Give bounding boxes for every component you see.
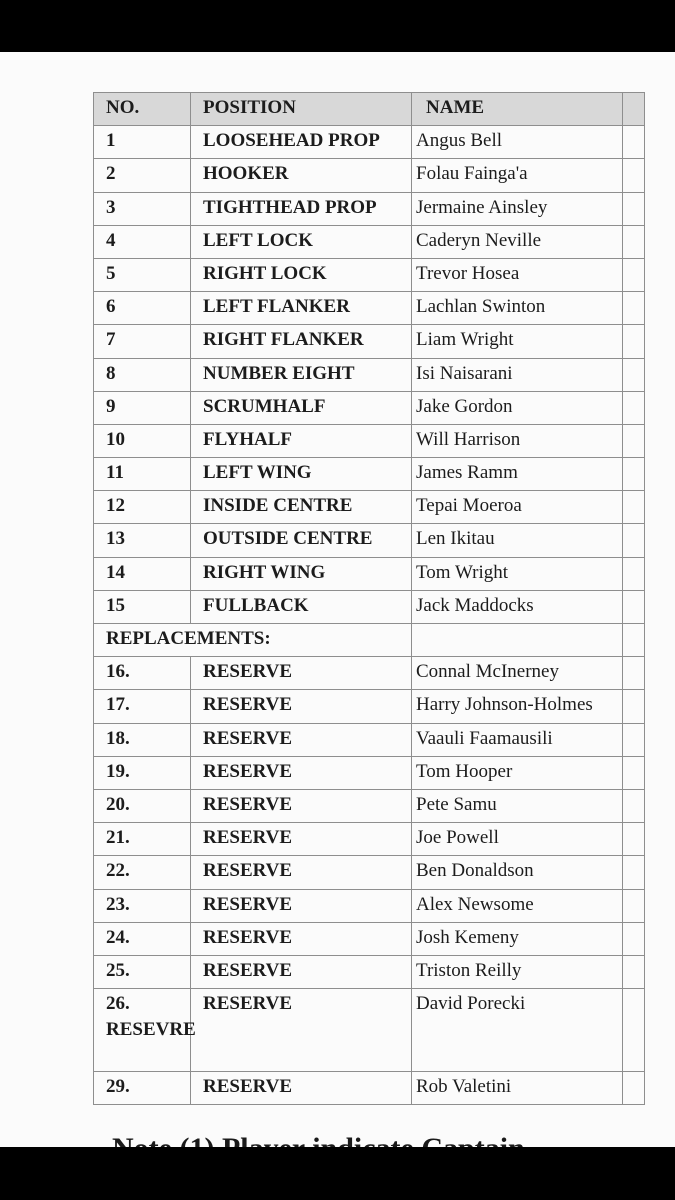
blank-cell: [623, 889, 645, 922]
player-number: 19.: [94, 756, 191, 789]
player-number: 22.: [94, 856, 191, 889]
player-position: INSIDE CENTRE: [191, 491, 412, 524]
player-position: RESERVE: [191, 955, 412, 988]
player-number: 26. RESEVRE: [94, 989, 191, 1072]
table-row: [94, 424, 645, 457]
table-row: [94, 524, 645, 557]
table-row: [94, 491, 645, 524]
table-row: [94, 192, 645, 225]
table-row: [94, 159, 645, 192]
player-name: James Ramm: [412, 458, 623, 491]
player-position: RESERVE: [191, 1072, 412, 1105]
table-row: [94, 955, 645, 988]
player-number: 8: [94, 358, 191, 391]
blank-cell: [623, 922, 645, 955]
player-number: 3: [94, 192, 191, 225]
player-name: Josh Kemeny: [412, 922, 623, 955]
table-row: [94, 922, 645, 955]
table-row: [94, 358, 645, 391]
player-name: Ben Donaldson: [412, 856, 623, 889]
blank-cell: [623, 325, 645, 358]
blank-cell: [623, 723, 645, 756]
blank-cell: [623, 192, 645, 225]
player-number: 9: [94, 391, 191, 424]
table-header-row: [94, 93, 645, 126]
blank-cell: [623, 491, 645, 524]
player-position: RIGHT FLANKER: [191, 325, 412, 358]
player-number: 21.: [94, 823, 191, 856]
player-position: NUMBER EIGHT: [191, 358, 412, 391]
blank-cell: [623, 989, 645, 1072]
player-number: 13: [94, 524, 191, 557]
player-number: 5: [94, 258, 191, 291]
player-position: FLYHALF: [191, 424, 412, 457]
player-name: Jake Gordon: [412, 391, 623, 424]
bottom-bar: [0, 1147, 675, 1200]
blank-cell: [623, 358, 645, 391]
player-position: RESERVE: [191, 889, 412, 922]
player-number: 7: [94, 325, 191, 358]
blank-cell: [623, 590, 645, 623]
player-position: HOOKER: [191, 159, 412, 192]
player-number: 11: [94, 458, 191, 491]
table-row: [94, 325, 645, 358]
header-name: NAME: [412, 93, 623, 126]
table-row: [94, 590, 645, 623]
player-number: 4: [94, 225, 191, 258]
player-number: 6: [94, 292, 191, 325]
player-name: David Porecki: [412, 989, 623, 1072]
player-name: Tom Hooper: [412, 756, 623, 789]
player-position: RESERVE: [191, 823, 412, 856]
table-row: [94, 1072, 645, 1105]
player-position: RESERVE: [191, 856, 412, 889]
blank-cell: [623, 424, 645, 457]
player-name: Jack Maddocks: [412, 590, 623, 623]
player-number: 10: [94, 424, 191, 457]
table-row: [94, 458, 645, 491]
blank-cell: [623, 856, 645, 889]
player-name: Trevor Hosea: [412, 258, 623, 291]
table-row: [94, 657, 645, 690]
table-row: [94, 823, 645, 856]
table-row: [94, 391, 645, 424]
player-name: Joe Powell: [412, 823, 623, 856]
player-number: 1: [94, 126, 191, 159]
blank-cell: [623, 955, 645, 988]
blank-cell: [623, 159, 645, 192]
player-name: Tepai Moeroa: [412, 491, 623, 524]
player-name: Jermaine Ainsley: [412, 192, 623, 225]
player-name: Alex Newsome: [412, 889, 623, 922]
player-name: Isi Naisarani: [412, 358, 623, 391]
document-page: [0, 52, 675, 1147]
player-number: 16.: [94, 657, 191, 690]
table-row: [94, 756, 645, 789]
player-position: RESERVE: [191, 657, 412, 690]
table-row: [94, 258, 645, 291]
player-position: RESERVE: [191, 756, 412, 789]
table-row: [94, 989, 645, 1072]
player-number: 17.: [94, 690, 191, 723]
blank-cell: [623, 391, 645, 424]
blank-cell: [623, 557, 645, 590]
player-position: RESERVE: [191, 922, 412, 955]
table-row: [94, 889, 645, 922]
player-number: 14: [94, 557, 191, 590]
player-position: TIGHTHEAD PROP: [191, 192, 412, 225]
header-blank: [623, 93, 645, 126]
player-name: Folau Fainga'a: [412, 159, 623, 192]
player-number: 20.: [94, 789, 191, 822]
player-position: OUTSIDE CENTRE: [191, 524, 412, 557]
player-number: 25.: [94, 955, 191, 988]
player-position: SCRUMHALF: [191, 391, 412, 424]
header-position: POSITION: [191, 93, 412, 126]
table-row: [94, 789, 645, 822]
replacements-section-row: [94, 624, 645, 657]
blank-cell: [623, 258, 645, 291]
player-name: Tom Wright: [412, 557, 623, 590]
player-position: RIGHT LOCK: [191, 258, 412, 291]
blank-cell: [623, 823, 645, 856]
player-position: RESERVE: [191, 690, 412, 723]
table-row: [94, 126, 645, 159]
player-number: 23.: [94, 889, 191, 922]
player-position: LOOSEHEAD PROP: [191, 126, 412, 159]
team-sheet-table: [93, 92, 645, 1105]
player-name: Harry Johnson-Holmes: [412, 690, 623, 723]
player-position: LEFT LOCK: [191, 225, 412, 258]
player-position: FULLBACK: [191, 590, 412, 623]
replacements-label: REPLACEMENTS:: [94, 624, 412, 657]
player-number: 2: [94, 159, 191, 192]
player-name: Liam Wright: [412, 325, 623, 358]
blank-cell: [623, 756, 645, 789]
player-number: 15: [94, 590, 191, 623]
player-number: 18.: [94, 723, 191, 756]
player-number: 29.: [94, 1072, 191, 1105]
player-position: RESERVE: [191, 789, 412, 822]
player-position: LEFT FLANKER: [191, 292, 412, 325]
player-number: 24.: [94, 922, 191, 955]
blank-cell: [623, 1072, 645, 1105]
table-row: [94, 557, 645, 590]
table-row: [94, 292, 645, 325]
player-name: Triston Reilly: [412, 955, 623, 988]
table-row: [94, 856, 645, 889]
player-name: Connal McInerney: [412, 657, 623, 690]
player-name: Will Harrison: [412, 424, 623, 457]
player-name: Len Ikitau: [412, 524, 623, 557]
player-name: Pete Samu: [412, 789, 623, 822]
blank-cell: [623, 657, 645, 690]
player-name: Lachlan Swinton: [412, 292, 623, 325]
header-no: NO.: [94, 93, 191, 126]
blank-cell: [623, 292, 645, 325]
blank-cell: [623, 690, 645, 723]
player-name: Vaauli Faamausili: [412, 723, 623, 756]
player-position: RESERVE: [191, 723, 412, 756]
blank-cell: [412, 624, 623, 657]
player-name: Angus Bell: [412, 126, 623, 159]
table-row: [94, 690, 645, 723]
player-position: RESERVE: [191, 989, 412, 1072]
blank-cell: [623, 225, 645, 258]
player-name: Caderyn Neville: [412, 225, 623, 258]
table-row: [94, 723, 645, 756]
table-row: [94, 225, 645, 258]
blank-cell: [623, 624, 645, 657]
blank-cell: [623, 524, 645, 557]
starters-body: [94, 126, 645, 1105]
player-number: 12: [94, 491, 191, 524]
player-position: LEFT WING: [191, 458, 412, 491]
player-position: RIGHT WING: [191, 557, 412, 590]
blank-cell: [623, 126, 645, 159]
blank-cell: [623, 458, 645, 491]
player-name: Rob Valetini: [412, 1072, 623, 1105]
blank-cell: [623, 789, 645, 822]
